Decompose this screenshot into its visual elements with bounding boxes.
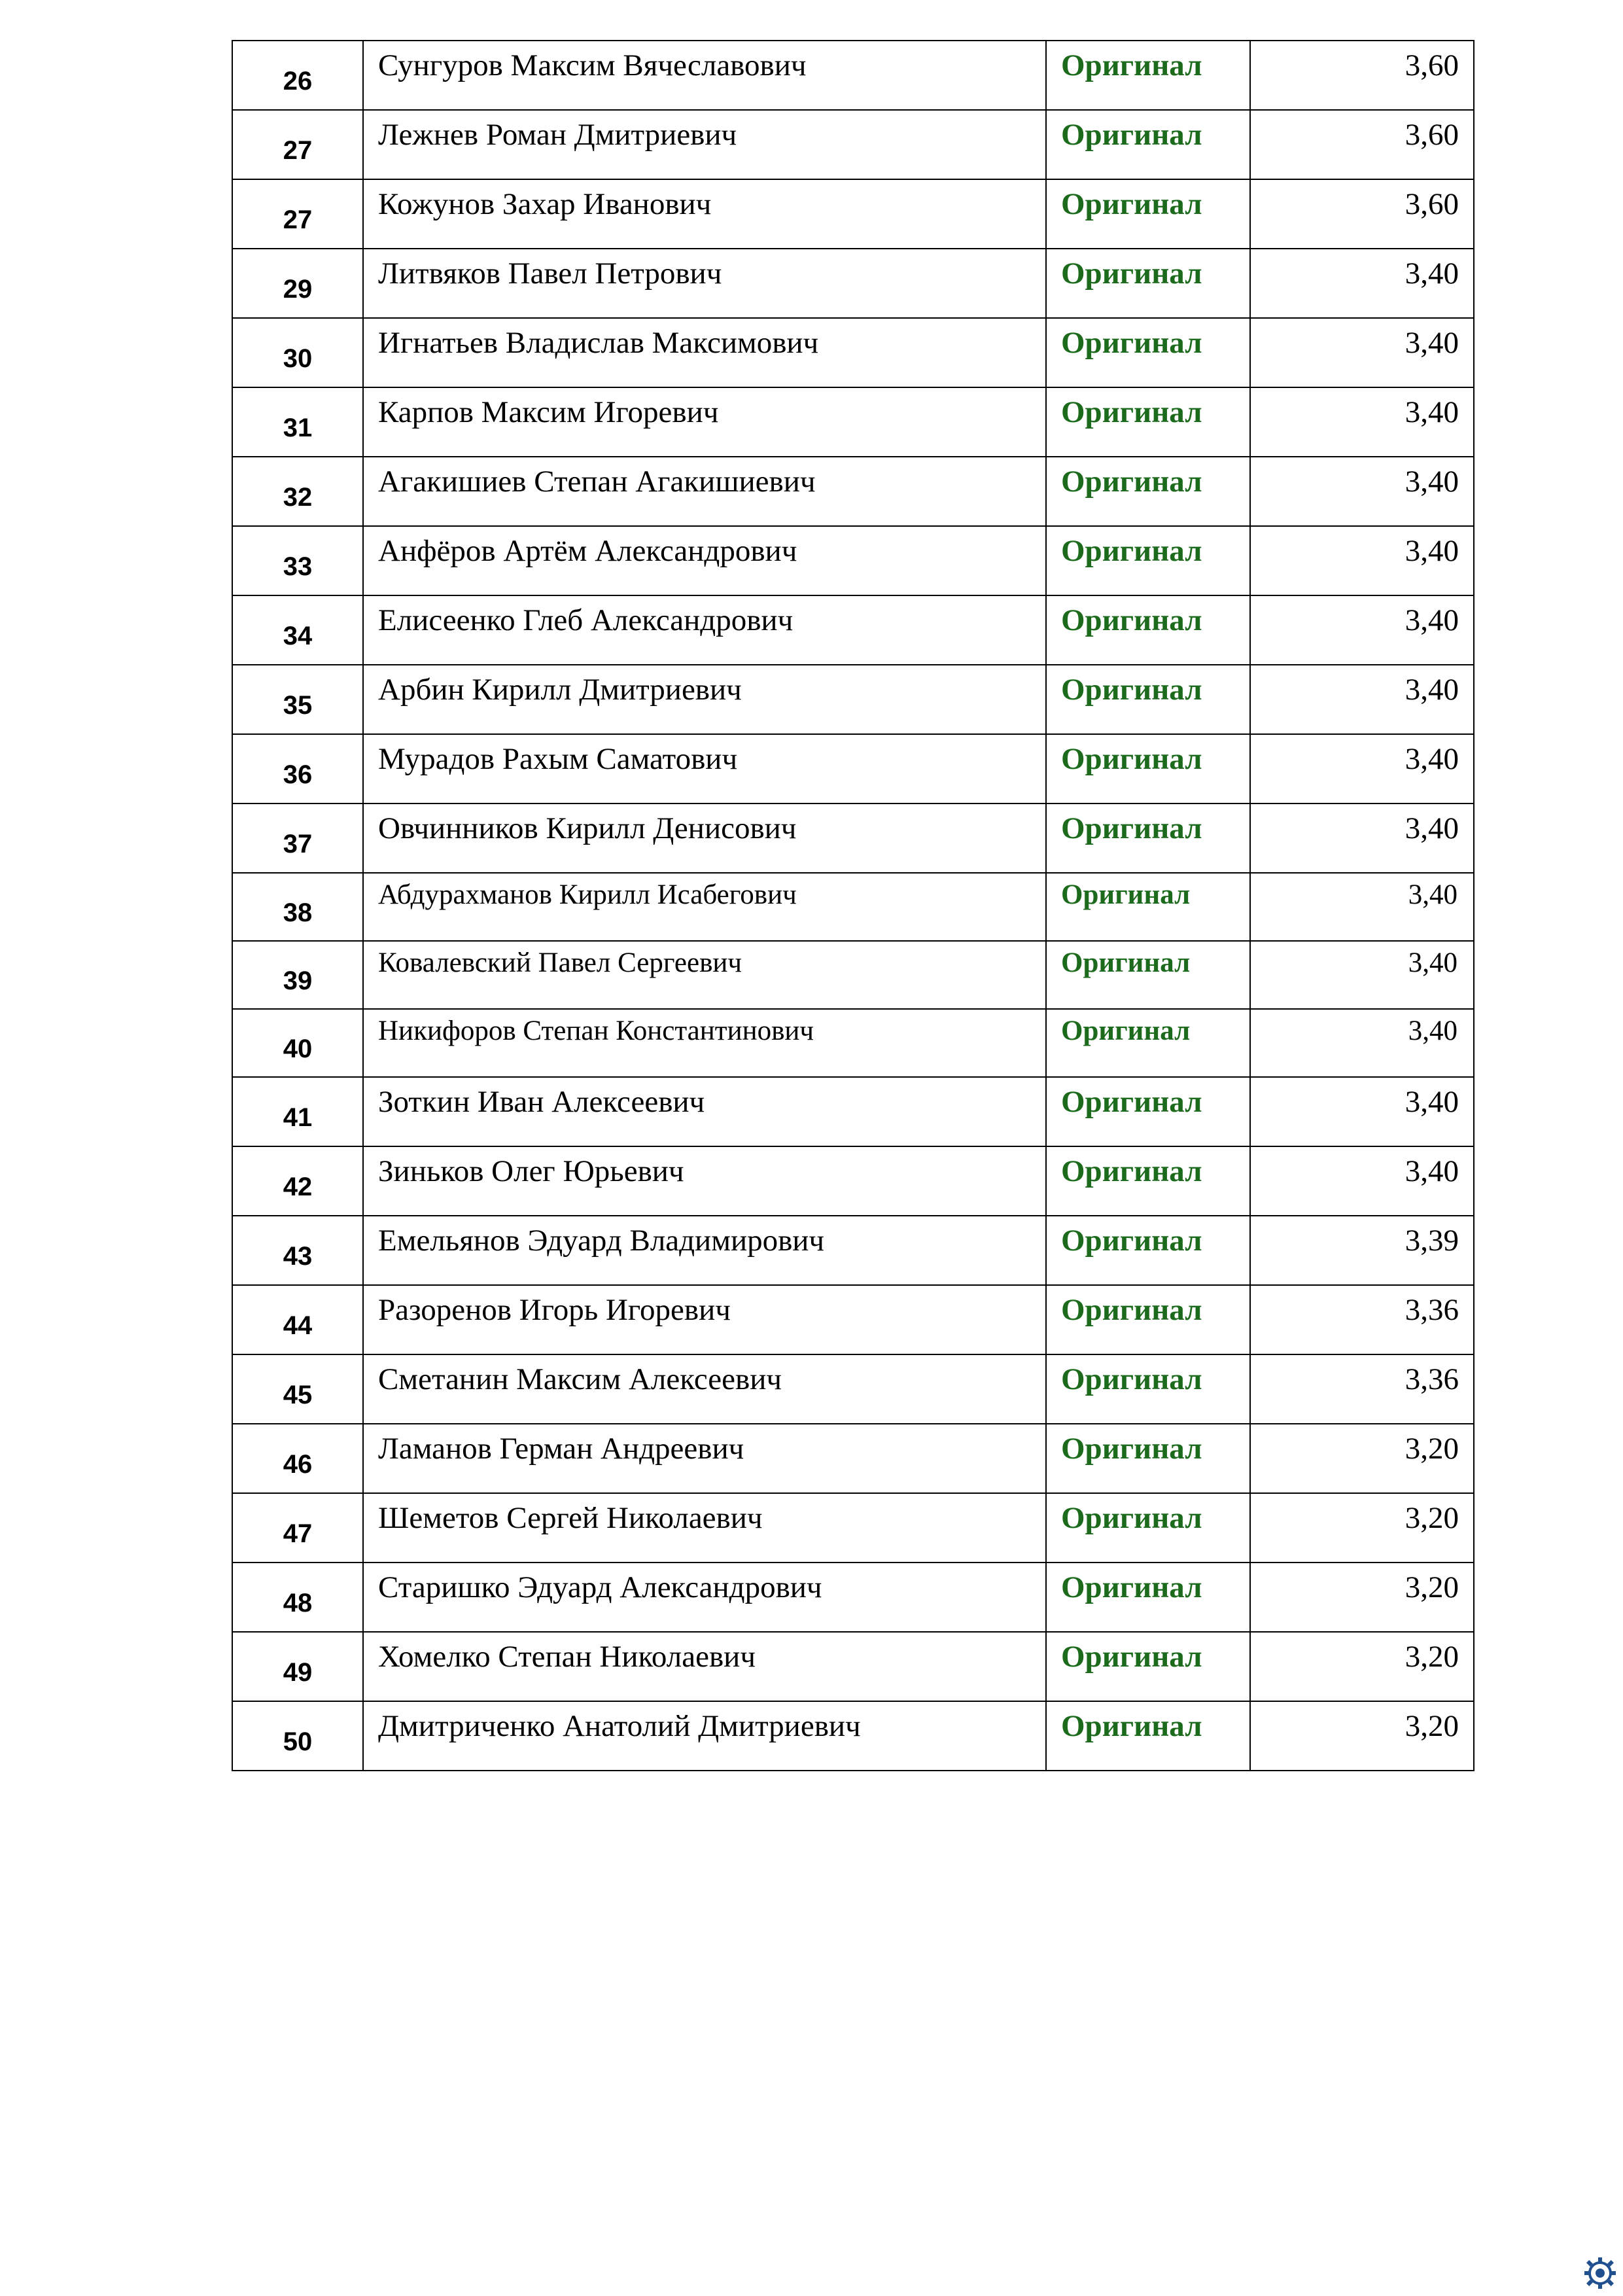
- document-status-cell: Оригинал: [1046, 179, 1250, 249]
- row-number-cell: 33: [232, 526, 363, 595]
- applicant-name-cell: Зиньков Олег Юрьевич: [363, 1146, 1046, 1216]
- table-row: [232, 526, 1474, 595]
- applicant-name-cell: Никифоров Степан Константинович: [363, 1009, 1046, 1077]
- table-row: [232, 1077, 1474, 1146]
- table-row: [232, 110, 1474, 179]
- average-score-cell: 3,36: [1250, 1354, 1474, 1424]
- average-score-cell: 3,40: [1250, 249, 1474, 318]
- table-row: [232, 1354, 1474, 1424]
- table-row: [232, 1285, 1474, 1354]
- row-number-cell: 26: [232, 41, 363, 110]
- average-score-cell: 3,40: [1250, 941, 1474, 1009]
- document-status-cell: Оригинал: [1046, 110, 1250, 179]
- row-number-cell: 37: [232, 804, 363, 873]
- document-status-cell: Оригинал: [1046, 1077, 1250, 1146]
- applicants-table: [232, 40, 1475, 1771]
- average-score-cell: 3,20: [1250, 1493, 1474, 1563]
- table-row: [232, 1493, 1474, 1563]
- row-number-cell: 27: [232, 179, 363, 249]
- document-status-cell: Оригинал: [1046, 804, 1250, 873]
- applicant-name-cell: Агакишиев Степан Агакишиевич: [363, 457, 1046, 526]
- row-number-cell: 36: [232, 734, 363, 804]
- document-status-cell: Оригинал: [1046, 1424, 1250, 1493]
- table-row: [232, 734, 1474, 804]
- document-status-cell: Оригинал: [1046, 1632, 1250, 1701]
- average-score-cell: 3,40: [1250, 387, 1474, 457]
- row-number-cell: 31: [232, 387, 363, 457]
- table-row: [232, 1701, 1474, 1771]
- document-status-cell: Оригинал: [1046, 1285, 1250, 1354]
- average-score-cell: 3,40: [1250, 595, 1474, 665]
- applicant-name-cell: Старишко Эдуард Александрович: [363, 1563, 1046, 1632]
- row-number-cell: 39: [232, 941, 363, 1009]
- document-status-cell: Оригинал: [1046, 873, 1250, 941]
- table-row: [232, 1563, 1474, 1632]
- table-row: [232, 873, 1474, 941]
- row-number-cell: 50: [232, 1701, 363, 1771]
- row-number-cell: 42: [232, 1146, 363, 1216]
- applicant-name-cell: Овчинников Кирилл Денисович: [363, 804, 1046, 873]
- average-score-cell: 3,39: [1250, 1216, 1474, 1285]
- average-score-cell: 3,40: [1250, 318, 1474, 387]
- document-status-cell: Оригинал: [1046, 1354, 1250, 1424]
- average-score-cell: 3,40: [1250, 526, 1474, 595]
- table-row: [232, 318, 1474, 387]
- document-status-cell: Оригинал: [1046, 387, 1250, 457]
- table-row: [232, 457, 1474, 526]
- average-score-cell: 3,20: [1250, 1563, 1474, 1632]
- row-number-cell: 45: [232, 1354, 363, 1424]
- row-number-cell: 48: [232, 1563, 363, 1632]
- applicants-table-body: [232, 41, 1474, 1771]
- row-number-cell: 49: [232, 1632, 363, 1701]
- average-score-cell: 3,60: [1250, 179, 1474, 249]
- row-number-cell: 29: [232, 249, 363, 318]
- document-status-cell: Оригинал: [1046, 734, 1250, 804]
- average-score-cell: 3,40: [1250, 734, 1474, 804]
- average-score-cell: 3,20: [1250, 1701, 1474, 1771]
- row-number-cell: 46: [232, 1424, 363, 1493]
- average-score-cell: 3,40: [1250, 1009, 1474, 1077]
- row-number-cell: 41: [232, 1077, 363, 1146]
- table-row: [232, 179, 1474, 249]
- document-status-cell: Оригинал: [1046, 1146, 1250, 1216]
- table-row: [232, 1009, 1474, 1077]
- applicant-name-cell: Анфёров Артём Александрович: [363, 526, 1046, 595]
- applicant-name-cell: Мурадов Рахым Саматович: [363, 734, 1046, 804]
- row-number-cell: 30: [232, 318, 363, 387]
- applicant-name-cell: Кожунов Захар Иванович: [363, 179, 1046, 249]
- applicant-name-cell: Карпов Максим Игоревич: [363, 387, 1046, 457]
- applicant-name-cell: Емельянов Эдуард Владимирович: [363, 1216, 1046, 1285]
- row-number-cell: 47: [232, 1493, 363, 1563]
- average-score-cell: 3,36: [1250, 1285, 1474, 1354]
- document-status-cell: Оригинал: [1046, 526, 1250, 595]
- row-number-cell: 44: [232, 1285, 363, 1354]
- row-number-cell: 38: [232, 873, 363, 941]
- applicant-name-cell: Ковалевский Павел Сергеевич: [363, 941, 1046, 1009]
- table-row: [232, 595, 1474, 665]
- row-number-cell: 43: [232, 1216, 363, 1285]
- document-status-cell: Оригинал: [1046, 1701, 1250, 1771]
- applicant-name-cell: Хомелко Степан Николаевич: [363, 1632, 1046, 1701]
- row-number-cell: 32: [232, 457, 363, 526]
- applicant-name-cell: Зоткин Иван Алексеевич: [363, 1077, 1046, 1146]
- applicant-name-cell: Дмитриченко Анатолий Дмитриевич: [363, 1701, 1046, 1771]
- row-number-cell: 27: [232, 110, 363, 179]
- applicant-name-cell: Игнатьев Владислав Максимович: [363, 318, 1046, 387]
- row-number-cell: 35: [232, 665, 363, 734]
- document-status-cell: Оригинал: [1046, 941, 1250, 1009]
- table-row: [232, 804, 1474, 873]
- table-row: [232, 941, 1474, 1009]
- document-status-cell: Оригинал: [1046, 1493, 1250, 1563]
- average-score-cell: 3,40: [1250, 1077, 1474, 1146]
- average-score-cell: 3,60: [1250, 110, 1474, 179]
- applicant-name-cell: Сунгуров Максим Вячеславович: [363, 41, 1046, 110]
- applicant-name-cell: Елисеенко Глеб Александрович: [363, 595, 1046, 665]
- document-status-cell: Оригинал: [1046, 1563, 1250, 1632]
- document-status-cell: Оригинал: [1046, 249, 1250, 318]
- applicant-name-cell: Лежнев Роман Дмитриевич: [363, 110, 1046, 179]
- average-score-cell: 3,20: [1250, 1424, 1474, 1493]
- average-score-cell: 3,40: [1250, 873, 1474, 941]
- table-row: [232, 387, 1474, 457]
- document-status-cell: Оригинал: [1046, 1216, 1250, 1285]
- document-status-cell: Оригинал: [1046, 457, 1250, 526]
- average-score-cell: 3,40: [1250, 804, 1474, 873]
- applicant-name-cell: Литвяков Павел Петрович: [363, 249, 1046, 318]
- row-number-cell: 34: [232, 595, 363, 665]
- table-row: [232, 1632, 1474, 1701]
- applicant-name-cell: Шеметов Сергей Николаевич: [363, 1493, 1046, 1563]
- table-row: [232, 665, 1474, 734]
- table-row: [232, 1424, 1474, 1493]
- table-row: [232, 1146, 1474, 1216]
- average-score-cell: 3,40: [1250, 665, 1474, 734]
- applicant-name-cell: Абдурахманов Кирилл Исабегович: [363, 873, 1046, 941]
- applicant-name-cell: Разоренов Игорь Игоревич: [363, 1285, 1046, 1354]
- document-status-cell: Оригинал: [1046, 41, 1250, 110]
- average-score-cell: 3,40: [1250, 457, 1474, 526]
- document-status-cell: Оригинал: [1046, 595, 1250, 665]
- table-row: [232, 41, 1474, 110]
- applicant-name-cell: Ламанов Герман Андреевич: [363, 1424, 1046, 1493]
- table-row: [232, 249, 1474, 318]
- document-status-cell: Оригинал: [1046, 665, 1250, 734]
- row-number-cell: 40: [232, 1009, 363, 1077]
- applicant-name-cell: Арбин Кирилл Дмитриевич: [363, 665, 1046, 734]
- average-score-cell: 3,20: [1250, 1632, 1474, 1701]
- average-score-cell: 3,60: [1250, 41, 1474, 110]
- average-score-cell: 3,40: [1250, 1146, 1474, 1216]
- applicant-name-cell: Сметанин Максим Алексеевич: [363, 1354, 1046, 1424]
- document-status-cell: Оригинал: [1046, 1009, 1250, 1077]
- gear-logo-icon: [1583, 2256, 1617, 2290]
- document-status-cell: Оригинал: [1046, 318, 1250, 387]
- table-row: [232, 1216, 1474, 1285]
